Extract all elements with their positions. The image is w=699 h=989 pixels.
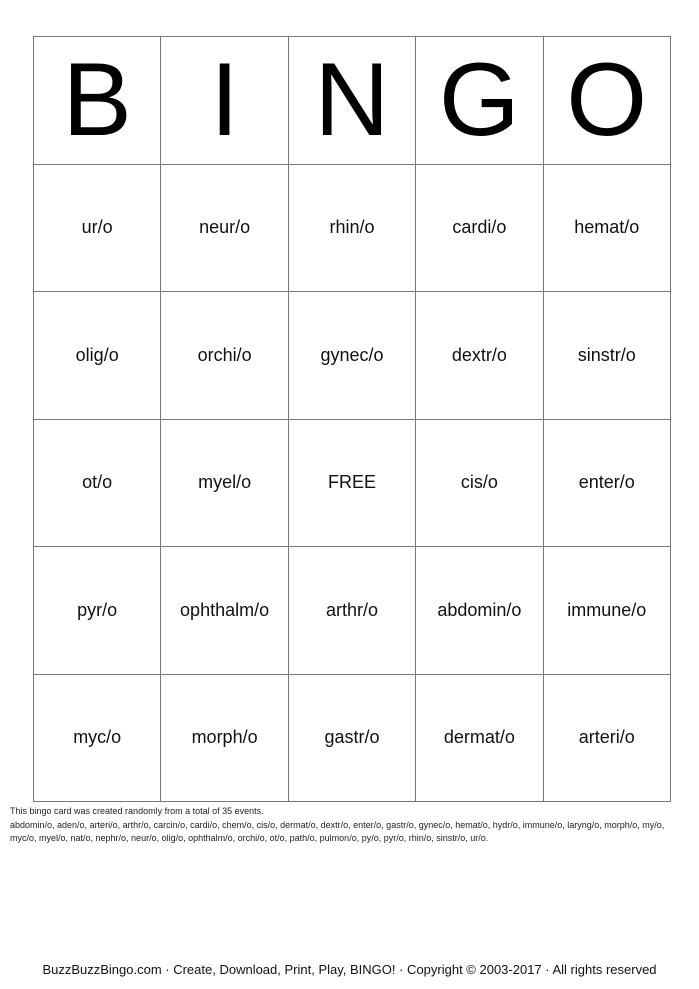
- card-cell: myel/o: [161, 419, 288, 547]
- free-space-cell: FREE: [288, 419, 415, 547]
- header-letter-g: G: [416, 37, 543, 165]
- card-row: [34, 292, 671, 420]
- card-cell: morph/o: [161, 674, 288, 802]
- card-cell: immune/o: [543, 547, 670, 675]
- card-row: [34, 164, 671, 292]
- card-cell: cardi/o: [416, 164, 543, 292]
- card-cell: cis/o: [416, 419, 543, 547]
- header-letter-o: O: [543, 37, 670, 165]
- card-info: [10, 805, 690, 846]
- card-cell: dermat/o: [416, 674, 543, 802]
- card-cell: hemat/o: [543, 164, 670, 292]
- card-row: [34, 419, 671, 547]
- card-cell: arteri/o: [543, 674, 670, 802]
- card-cell: neur/o: [161, 164, 288, 292]
- card-cell: orchi/o: [161, 292, 288, 420]
- page-footer: BuzzBuzzBingo.com · Create, Download, Print, Play, BINGO! · Copyright © 2003-2017 · All rights reserved: [42, 962, 657, 977]
- card-cell: ot/o: [34, 419, 161, 547]
- card-cell: arthr/o: [288, 547, 415, 675]
- events-list: abdomin/o, aden/o, arteri/o, arthr/o, carcin/o, cardi/o, chem/o, cis/o, dermat/o, dextr/o, enter/o, gastr/o, gynec/o, hemat/o, hydr/o, immune/o, laryng/o, morph/o, my/o, myc/o, myel/o, nat/o, nephr/o, neur/o, olig/o, ophthalm/o, orchi/o, ot/o, path/o, pulmon/o, py/o, pyr/o, rhin/o, sinstr/o, ur/o.: [10, 819, 665, 843]
- card-cell: gynec/o: [288, 292, 415, 420]
- card-cell: gastr/o: [288, 674, 415, 802]
- card-cell: myc/o: [34, 674, 161, 802]
- card-summary: This bingo card was created randomly from a total of 35 events.: [10, 806, 264, 816]
- card-cell: ophthalm/o: [161, 547, 288, 675]
- card-cell: ur/o: [34, 164, 161, 292]
- header-row: [34, 37, 671, 165]
- card-cell: rhin/o: [288, 164, 415, 292]
- card-cell: dextr/o: [416, 292, 543, 420]
- header-letter-n: N: [288, 37, 415, 165]
- card-cell: abdomin/o: [416, 547, 543, 675]
- card-row: [34, 547, 671, 675]
- card-cell: sinstr/o: [543, 292, 670, 420]
- header-letter-b: B: [34, 37, 161, 165]
- card-cell: pyr/o: [34, 547, 161, 675]
- bingo-card: [33, 36, 671, 802]
- card-row: [34, 674, 671, 802]
- card-cell: enter/o: [543, 419, 670, 547]
- card-cell: olig/o: [34, 292, 161, 420]
- header-letter-i: I: [161, 37, 288, 165]
